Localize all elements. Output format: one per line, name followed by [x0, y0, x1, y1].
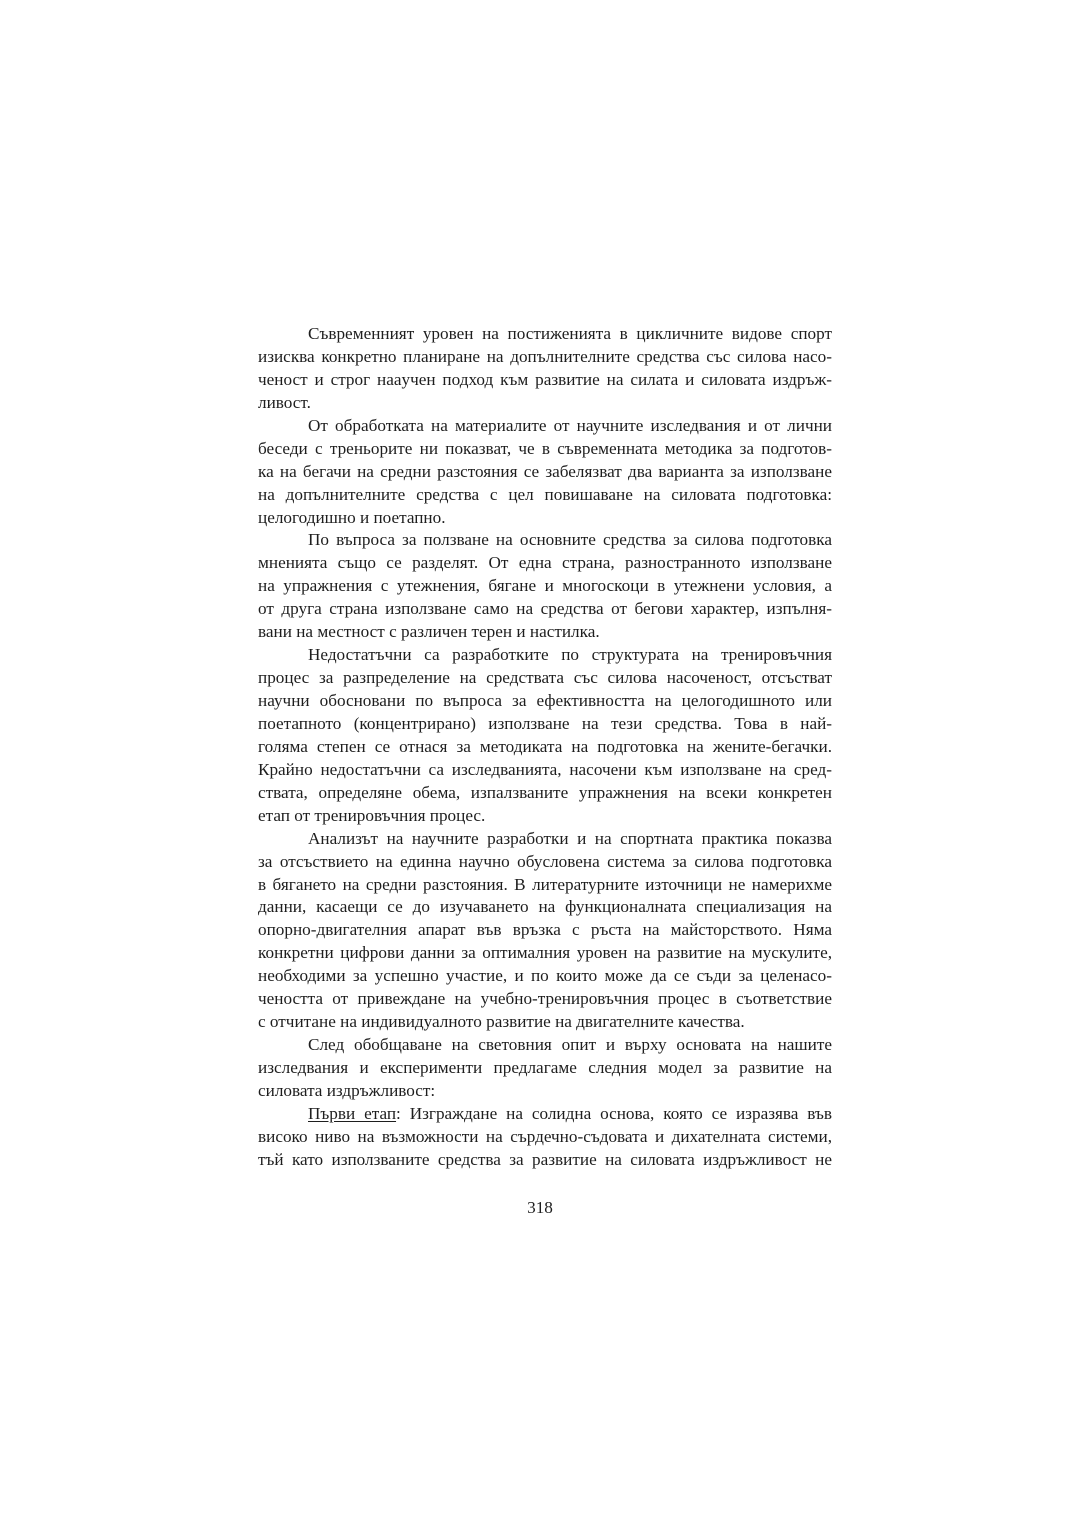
text-line: беседи с треньорите ни показват, че в съвременната методика за подготов-: [258, 438, 832, 458]
text-line: По въпроса за ползване на основните средства за силова подготовка: [308, 530, 832, 550]
text-line: вани на местност с различен терен и настилка.: [258, 622, 600, 642]
text-line: данни, касаещи се до изучаването на функционалната специализация на: [258, 897, 832, 917]
paragraph-3: [258, 529, 832, 644]
text-line: на упражнения с утежнения, бягане и многоскоци в утежнени условия, а: [258, 576, 832, 596]
page-number: 318: [527, 1198, 553, 1217]
text-line: мненията също се разделят. От една страна, разностранното използване: [258, 553, 832, 573]
text-line: опорно-двигателния апарат във връзка с ръста на майсторството. Няма: [258, 920, 832, 940]
text-line: голяма степен се отнася за методиката на подготовка на жените-бегачки.: [258, 736, 832, 756]
text-line: поетапното (концентрирано) използване на тези средства. Това в най-: [258, 713, 832, 733]
paragraph-6: [258, 1034, 832, 1103]
text-line: тъй като използваните средства за развитие на силовата издръжливост не: [258, 1149, 832, 1169]
text-line: ливост.: [258, 392, 311, 412]
text-line: процес за разпределение на средствата със силова насоченост, отсъстват: [258, 668, 832, 688]
stage-one-heading: Първи етап: [308, 1103, 397, 1123]
text-line: изследвания и експерименти предлагаме следния модел за развитие на: [258, 1058, 832, 1077]
text-line: След обобщаване на световния опит и върху основата на нашите: [308, 1035, 832, 1055]
text-line: Крайно недостатъчни са изследванията, насочени към използване на сред-: [258, 759, 832, 779]
text-line: чеността от привеждане на учебно-тренировъчния процес в съответствие: [258, 989, 832, 1009]
text-line: необходими за успешно участие, и по които може да се съди за целенасо-: [258, 966, 832, 986]
text-line: етап от тренировъчния процес.: [258, 805, 486, 825]
paragraph-stage-one: [258, 1103, 832, 1172]
text-line: високо ниво на възможности на сърдечно-съдовата и дихателната системи,: [258, 1126, 832, 1146]
body-text: [258, 323, 832, 1172]
text-line: ствата, определяне обема, изпалзваните упражнения на всеки конкретен: [258, 782, 832, 802]
text-line: целогодишно и поетапно.: [258, 507, 446, 527]
text-line: ченост и строг наaучен подход към развитие на силата и силовата издръж-: [258, 369, 832, 389]
paragraph-1: [258, 323, 832, 415]
text-line: Анализът на научните разработки и на спортната практика показва: [308, 828, 832, 848]
paragraph-5: [258, 828, 832, 1034]
text-line: научни обосновани по въпроса за ефективността на целогодишното или: [258, 691, 832, 710]
text-line: в бягането на средни разстояния. В литературните източници не намерихме: [258, 874, 832, 894]
text-line: ка на бегачи на средни разстояния се забелязват два варианта за използване: [258, 461, 832, 481]
text-line: на допълнителните средства с цел повишаване на силовата подготовка:: [258, 484, 832, 504]
text-line: от друга страна използване само на средства от бегови характер, изпълня-: [258, 599, 832, 619]
text-line: Съвременният уровен на постиженията в цикличните видове спорт: [308, 324, 832, 343]
text-line: с отчитане на индивидуалното развитие на двигателните качества.: [258, 1012, 745, 1032]
text-line: От обработката на материалите от научните изследвания и от лични: [308, 415, 832, 435]
text-line: изисква конкретно планиране на допълнителните средства със силова насо-: [258, 346, 832, 366]
stage-one-first-line: [258, 1103, 832, 1126]
text-line: силовата издръжливост:: [258, 1080, 436, 1100]
paragraph-4: [258, 644, 832, 828]
stage-one-intro-text: : Изграждане на солидна основа, която се изразява във: [396, 1103, 832, 1123]
paragraph-2: [258, 415, 832, 530]
text-line: за отсъствието на единна научно обусловена система за силова подготовка: [258, 851, 832, 871]
text-line: конкретни цифрови данни за оптималния уровен на развитие на мускулите,: [258, 943, 832, 963]
text-line: Недостатъчни са разработките по структурата на тренировъчния: [308, 645, 832, 665]
